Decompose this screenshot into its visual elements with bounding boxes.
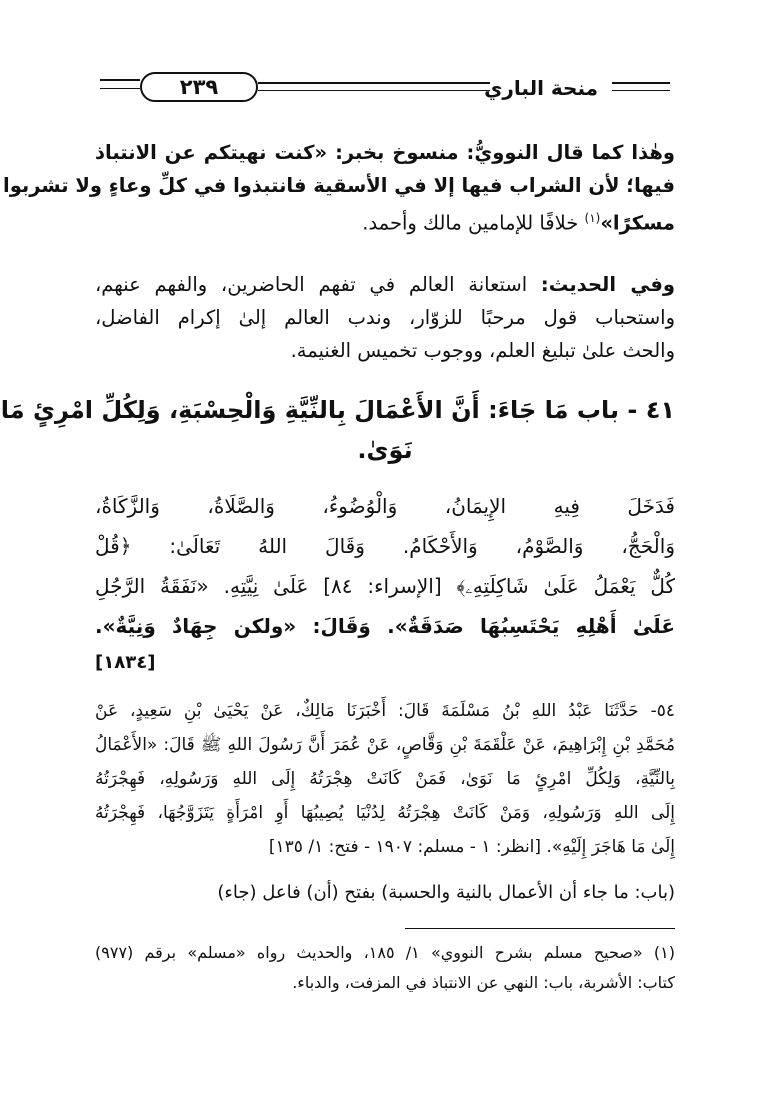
footnote-separator [405, 928, 675, 929]
intro-line-3-text: خلافًا للإمامين مالك وأحمد. [362, 211, 579, 235]
page-number: ٢٣٩ [140, 72, 258, 102]
benefits-line-3: والحث علىٰ تبليغ العلم، ووجوب تخميس الغنيمة. [290, 339, 675, 362]
intro-paragraph [3, 136, 675, 240]
chapter-text-line-4: عَلَىٰ أَهْلِهِ يَحْتَسِبُهَا صَدَقَةٌ». وَقَالَ: «ولكن جِهَادٌ وَنِيَّةٌ». [95, 614, 675, 638]
chapter-text-line-3: كُلٌّ يَعْمَلُ عَلَىٰ شَاكِلَتِهِۦ﴾ [الإسراء: ٨٤] عَلَىٰ نِيَّتِهِ. «نَفَقَةُ الرَّجُلِ [95, 574, 675, 598]
hadith-line-1: ٥٤- حَدَّثَنَا عَبْدُ اللهِ بْنُ مَسْلَمَةَ قَالَ: أَخْبَرَنَا مَالِكٌ، عَنْ يَحْيَىٰ بْنِ سَعِيدٍ، عَنْ [95, 701, 675, 721]
chapter-reference-number: [١٨٣٤] [95, 652, 156, 673]
benefits-line-2: واستحباب قول مرحبًا للزوّار، وندب العالم إلىٰ إكرام الفاضل، [95, 306, 675, 329]
footnote-line-1: (١) «صحيح مسلم بشرح النووي» ١/ ١٨٥، والحديث رواه «مسلم» برقم (٩٧٧) [95, 943, 675, 962]
footnote-marker: (١) [584, 211, 601, 225]
chapter-ref-line [95, 646, 675, 678]
hadith-line-2: مُحَمَّدِ بْنِ إِبْرَاهِيمَ، عَنْ عَلْقَمَةَ بْنِ وَقَّاصٍ، عَنْ عُمَرَ أَنَّ رَسُولَ اللهِ ﷺ قَالَ: «الأَعْمَالُ [95, 735, 675, 755]
hadith-line-3: بِالنِّيَّةِ، وَلِكُلِّ امْرِئٍ مَا نَوَىٰ، فَمَنْ كَانَتْ هِجْرَتُهُ إِلَى اللهِ وَرَسُولِهِ، فَهِجْرَتُهُ [95, 769, 675, 789]
footnote-line-2: كتاب: الأشربة، باب: النهي عن الانتباذ في المزفت، والدباء. [292, 973, 675, 992]
chapter-text-line-1: فَدَخَلَ فِيهِ الإِيمَانُ، وَالْوُضُوءُ، وَالصَّلَاةُ، وَالزَّكَاةُ، [95, 494, 675, 518]
commentary [95, 876, 675, 910]
hadith-text [95, 694, 675, 864]
intro-line-1: وهٰذا كما قال النوويُّ: منسوخ بخبر: «كنت نهيتكم عن الانتباذ [95, 141, 675, 164]
header-rule-right-bottom [612, 90, 670, 91]
header-rule-left-top [100, 79, 140, 81]
intro-line-2: فيها؛ لأن الشراب فيها إلا في الأسقية فانتبذوا في كلِّ وعاءٍ ولا تشربوا [3, 174, 675, 197]
book-title: منحة الباري [484, 76, 598, 100]
benefits-line-1 [95, 268, 675, 301]
benefits-label: وفي الحديث: [540, 273, 675, 296]
chapter-heading-line-1: ٤١ - باب مَا جَاءَ: أَنَّ الأَعْمَالَ بِالنِّيَّةِ وَالْحِسْبَةِ، وَلِكُلِّ امْرِئٍ مَا [0, 396, 675, 424]
intro-line-3-prefix: مسكرًا» [600, 211, 675, 235]
header-rule-middle-top [258, 82, 490, 84]
chapter-text-line-2: وَالْحَجُّ، وَالصَّوْمُ، وَالأَحْكَامُ. وَقَالَ اللهُ تَعَالَىٰ: ﴿قُلْ [95, 534, 675, 558]
hadith-benefits-paragraph [95, 268, 675, 367]
header-rule-left-bottom [100, 88, 140, 89]
footnotes [95, 938, 675, 998]
commentary-line: (باب: ما جاء أن الأعمال بالنية والحسبة) بفتح (أن) فاعل (جاء) [217, 882, 675, 903]
intro-line-3 [95, 202, 675, 240]
chapter-text [95, 486, 675, 678]
header-rule-right-top [612, 82, 670, 84]
chapter-heading [0, 390, 675, 470]
hadith-line-4: إِلَى اللهِ وَرَسُولِهِ، وَمَنْ كَانَتْ هِجْرَتُهُ لِدُنْيَا يُصِيبُهَا أَوِ امْرَأَةٍ يَتَزَوَّجُهَا، فَهِجْرَتُهُ [95, 803, 675, 823]
hadith-line-5: إِلَىٰ مَا هَاجَرَ إِلَيْهِ». [انظر: ١ - مسلم: ١٩٠٧ - فتح: ١/ ١٣٥] [268, 837, 675, 857]
benefits-line-1-text: استعانة العالم في تفهم الحاضرين، والفهم عنهم، [95, 273, 528, 296]
running-header [100, 70, 670, 106]
chapter-heading-line-2: نَوَىٰ. [357, 436, 413, 464]
header-rule-middle-bottom [258, 90, 490, 91]
